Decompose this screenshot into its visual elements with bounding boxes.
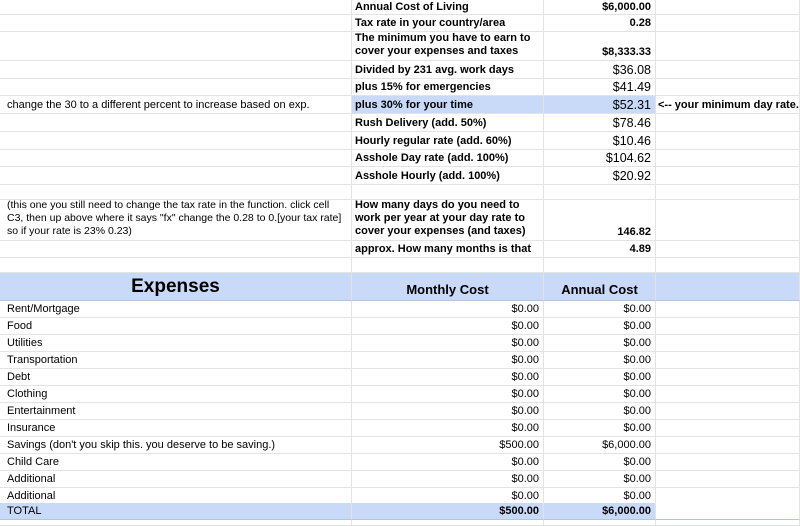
cell[interactable]	[656, 369, 800, 386]
expense-row	[0, 471, 800, 488]
asshole-day-label[interactable]: Asshole Day rate (add. 100%)	[352, 150, 544, 167]
days-label[interactable]: How many days do you need to work per year at your day rate to cover your expenses (and taxes)	[352, 200, 544, 241]
row-divided	[0, 61, 800, 79]
cell[interactable]	[656, 318, 800, 335]
expense-name[interactable]: Utilities	[0, 335, 352, 352]
total-annual[interactable]: $6,000.00	[544, 503, 656, 520]
months-label[interactable]: approx. How many months is that	[352, 241, 544, 258]
row-hourly	[0, 132, 800, 150]
cell[interactable]	[656, 200, 800, 241]
hourly-label[interactable]: Hourly regular rate (add. 60%)	[352, 132, 544, 150]
expense-monthly[interactable]: $0.00	[352, 386, 544, 403]
row-minimum	[0, 32, 800, 61]
expense-monthly[interactable]: $0.00	[352, 471, 544, 488]
cell[interactable]	[656, 301, 800, 318]
expense-row	[0, 420, 800, 437]
cell[interactable]	[0, 185, 352, 200]
rush-value[interactable]: $78.46	[544, 114, 656, 132]
cell[interactable]	[656, 420, 800, 437]
row-blank	[0, 258, 800, 273]
expense-name[interactable]: Rent/Mortgage	[0, 301, 352, 318]
cell[interactable]	[544, 258, 656, 273]
cell[interactable]	[0, 15, 352, 32]
cell[interactable]	[656, 61, 800, 79]
cell[interactable]	[0, 79, 352, 96]
expense-annual[interactable]: $0.00	[544, 335, 656, 352]
expense-name[interactable]: Additional	[0, 488, 352, 505]
cell[interactable]	[656, 241, 800, 258]
time-label[interactable]: plus 30% for your time	[352, 96, 544, 114]
expense-name[interactable]: Debt	[0, 369, 352, 386]
cell[interactable]	[0, 132, 352, 150]
cell[interactable]	[544, 520, 656, 526]
minimum-label[interactable]: The minimum you have to earn to cover your expenses and taxes	[352, 32, 544, 61]
expense-name[interactable]: Child Care	[0, 454, 352, 471]
total-label[interactable]: TOTAL	[0, 503, 352, 520]
expense-annual[interactable]: $0.00	[544, 369, 656, 386]
cell[interactable]	[544, 185, 656, 200]
expense-annual[interactable]: $0.00	[544, 454, 656, 471]
cell[interactable]	[656, 0, 800, 15]
days-value[interactable]: 146.82	[544, 200, 656, 241]
expenses-title[interactable]: Expenses	[0, 273, 352, 301]
row-asshole-day	[0, 150, 800, 167]
cell[interactable]	[0, 32, 352, 61]
cell[interactable]	[656, 471, 800, 488]
cell[interactable]	[352, 258, 544, 273]
cell[interactable]	[656, 32, 800, 61]
cell[interactable]	[656, 258, 800, 273]
expense-name[interactable]: Savings (don't you skip this. you deserve to be saving.)	[0, 437, 352, 454]
row-asshole-hourly	[0, 167, 800, 185]
expense-monthly[interactable]: $0.00	[352, 301, 544, 318]
expense-row	[0, 335, 800, 352]
cell[interactable]	[656, 79, 800, 96]
cell[interactable]	[656, 273, 800, 301]
expense-monthly[interactable]: $0.00	[352, 318, 544, 335]
cell[interactable]	[352, 520, 544, 526]
asshole-day-value[interactable]: $104.62	[544, 150, 656, 167]
expenses-header-row	[0, 273, 800, 301]
row-blank	[0, 520, 800, 526]
cell[interactable]	[0, 167, 352, 185]
expense-monthly[interactable]: $0.00	[352, 352, 544, 369]
expense-annual[interactable]: $0.00	[544, 471, 656, 488]
months-value[interactable]: 4.89	[544, 241, 656, 258]
cell[interactable]	[352, 185, 544, 200]
expense-row	[0, 403, 800, 420]
cell[interactable]	[656, 167, 800, 185]
cell[interactable]	[656, 403, 800, 420]
total-monthly[interactable]: $500.00	[352, 503, 544, 520]
row-rush	[0, 114, 800, 132]
annual-cost-header[interactable]: Annual Cost	[544, 273, 656, 301]
cell[interactable]	[0, 520, 352, 526]
row-days-needed	[0, 200, 800, 241]
expense-row	[0, 318, 800, 335]
cell[interactable]	[656, 114, 800, 132]
monthly-cost-header[interactable]: Monthly Cost	[352, 273, 544, 301]
cell[interactable]	[656, 503, 800, 520]
expense-annual[interactable]: $6,000.00	[544, 437, 656, 454]
expense-monthly[interactable]: $0.00	[352, 369, 544, 386]
expense-monthly[interactable]: $0.00	[352, 335, 544, 352]
time-arrow-note[interactable]: <-- your minimum day rate.	[656, 96, 800, 114]
expense-annual[interactable]: $0.00	[544, 386, 656, 403]
cell[interactable]	[656, 150, 800, 167]
hourly-value[interactable]: $10.46	[544, 132, 656, 150]
cell[interactable]	[656, 352, 800, 369]
expense-monthly[interactable]: $0.00	[352, 420, 544, 437]
cell[interactable]	[656, 185, 800, 200]
cell[interactable]	[0, 0, 352, 15]
cell[interactable]	[656, 520, 800, 526]
expense-row	[0, 454, 800, 471]
expense-row	[0, 301, 800, 318]
asshole-hourly-value[interactable]: $20.92	[544, 167, 656, 185]
expense-name[interactable]: Transportation	[0, 352, 352, 369]
row-blank	[0, 185, 800, 200]
total-row	[0, 503, 800, 520]
row-time	[0, 96, 800, 114]
tax-rate-value[interactable]: 0.28	[544, 15, 656, 32]
tax-note[interactable]: (this one you still need to change the tax rate in the function. click cell C3, then up above where it says "fx" change the 0.28 to 0.[your tax rate] so if your rate is 23% 0.23)	[0, 200, 352, 241]
expense-annual[interactable]: $0.00	[544, 488, 656, 505]
expense-name[interactable]: Entertainment	[0, 403, 352, 420]
expense-annual[interactable]: $0.00	[544, 301, 656, 318]
row-emergencies	[0, 79, 800, 96]
cell[interactable]	[656, 386, 800, 403]
cell[interactable]	[656, 437, 800, 454]
emergencies-value[interactable]: $41.49	[544, 79, 656, 96]
expense-monthly[interactable]: $0.00	[352, 403, 544, 420]
expense-name[interactable]: Insurance	[0, 420, 352, 437]
annual-cost-value[interactable]: $6,000.00	[544, 0, 656, 15]
cell[interactable]	[0, 258, 352, 273]
row-months	[0, 241, 800, 258]
cell[interactable]	[656, 132, 800, 150]
expense-row	[0, 386, 800, 403]
time-value[interactable]: $52.31	[544, 96, 656, 114]
minimum-value[interactable]: $8,333.33	[544, 32, 656, 61]
expense-annual[interactable]: $0.00	[544, 420, 656, 437]
expense-monthly[interactable]: $0.00	[352, 454, 544, 471]
tax-rate-label[interactable]: Tax rate in your country/area	[352, 15, 544, 32]
cell[interactable]	[0, 150, 352, 167]
divided-label[interactable]: Divided by 231 avg. work days	[352, 61, 544, 79]
expense-row	[0, 369, 800, 386]
emergencies-label[interactable]: plus 15% for emergencies	[352, 79, 544, 96]
expense-monthly[interactable]: $500.00	[352, 437, 544, 454]
expense-annual[interactable]: $0.00	[544, 352, 656, 369]
row-tax-rate	[0, 15, 800, 32]
expense-row	[0, 352, 800, 369]
expense-annual[interactable]: $0.00	[544, 318, 656, 335]
row-annual-cost	[0, 0, 800, 15]
cell[interactable]	[0, 241, 352, 258]
cell[interactable]	[0, 61, 352, 79]
asshole-hourly-label[interactable]: Asshole Hourly (add. 100%)	[352, 167, 544, 185]
expense-monthly[interactable]: $0.00	[352, 488, 544, 505]
time-note[interactable]: change the 30 to a different percent to increase based on exp.	[0, 96, 352, 114]
expense-annual[interactable]: $0.00	[544, 403, 656, 420]
expense-row	[0, 437, 800, 454]
expense-name[interactable]: Clothing	[0, 386, 352, 403]
divided-value[interactable]: $36.08	[544, 61, 656, 79]
annual-cost-label[interactable]: Annual Cost of Living	[352, 0, 544, 15]
rush-label[interactable]: Rush Delivery (add. 50%)	[352, 114, 544, 132]
cell[interactable]	[0, 114, 352, 132]
expense-name[interactable]: Food	[0, 318, 352, 335]
expense-name[interactable]: Additional	[0, 471, 352, 488]
cell[interactable]	[656, 454, 800, 471]
cell[interactable]	[656, 15, 800, 32]
cell[interactable]	[656, 335, 800, 352]
